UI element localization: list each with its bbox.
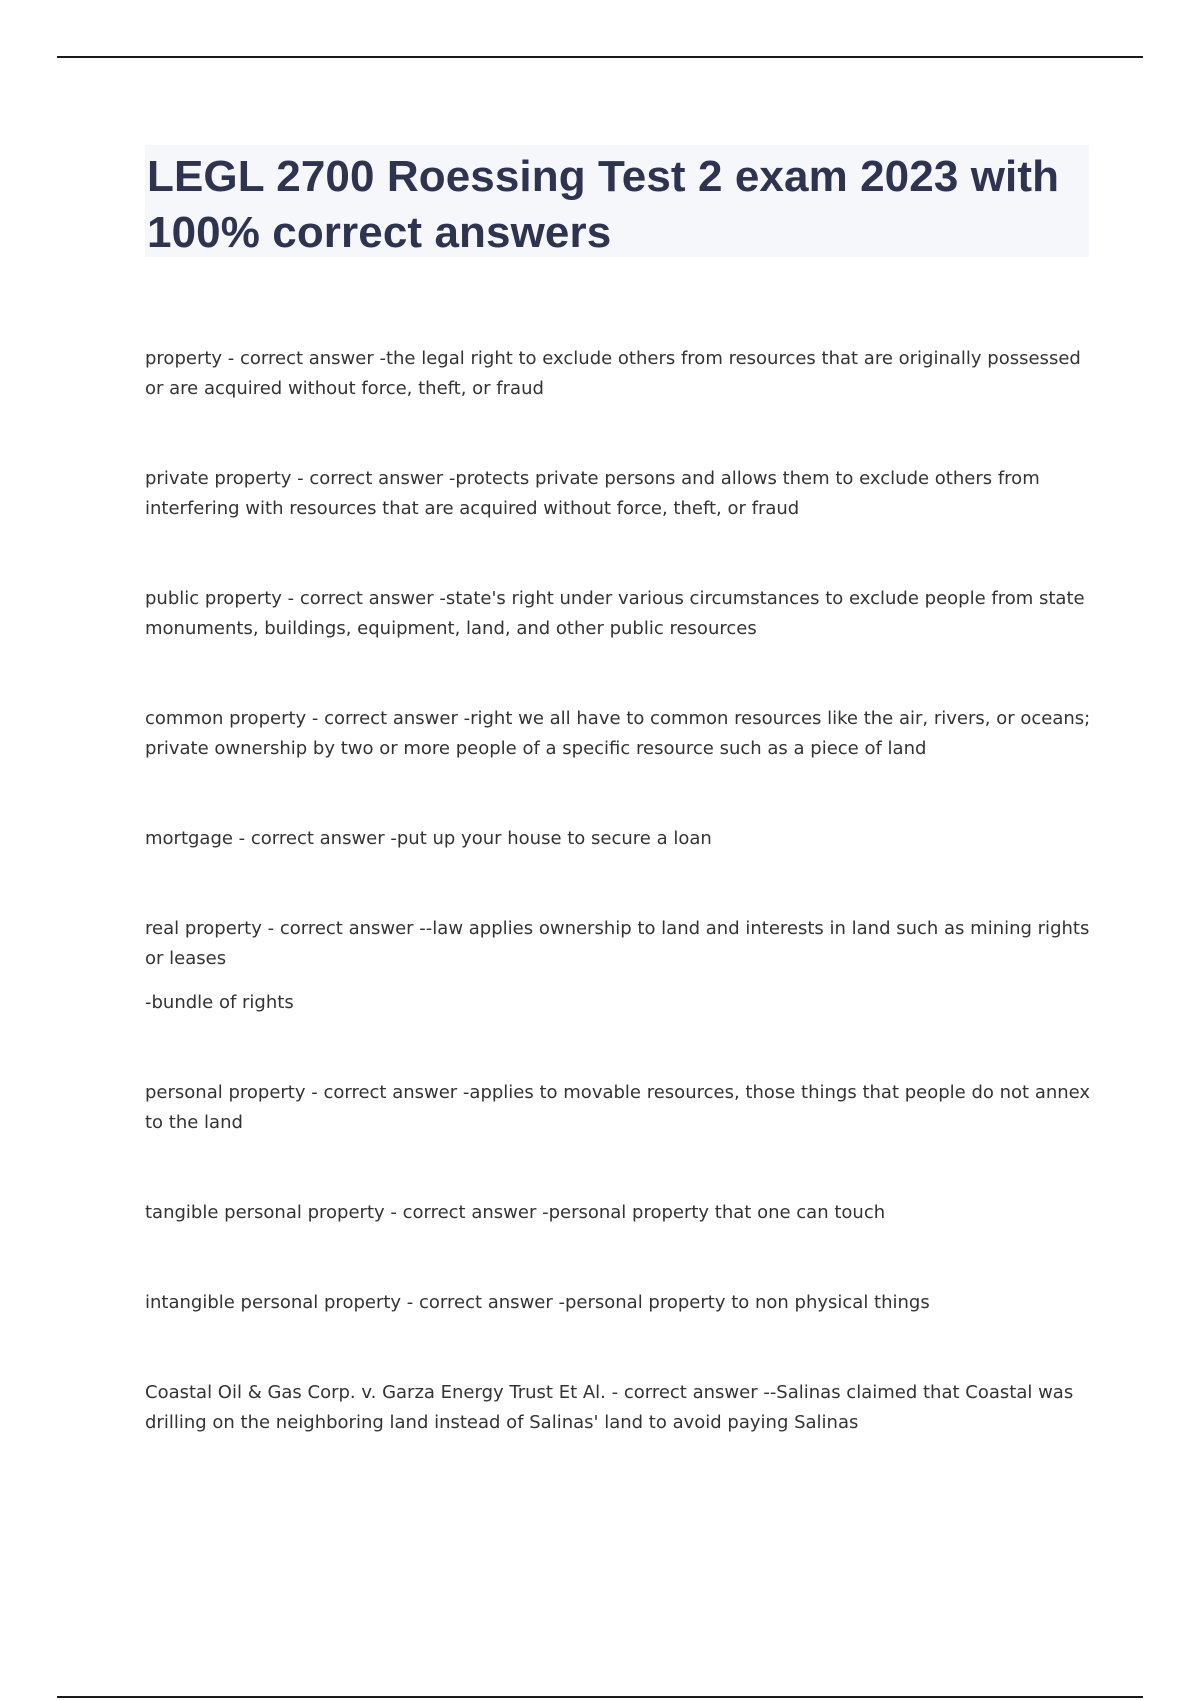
qa-entry-mortgage bbox=[145, 824, 1095, 854]
qa-entry-text: tangible personal property - correct answer -personal property that one can touch bbox=[145, 1202, 886, 1223]
qa-entry-tangible-personal-property bbox=[145, 1198, 1095, 1228]
title-block bbox=[145, 145, 1089, 257]
qa-entry-text: property - correct answer -the legal right to exclude others from resources that are originally possessed or are acquired without force, theft, or fraud bbox=[145, 348, 1081, 399]
qa-entry-coastal-oil-case bbox=[145, 1378, 1095, 1438]
qa-entry-text: real property - correct answer --law applies ownership to land and interests in land such as mining rights or leases bbox=[145, 918, 1090, 969]
document-title: LEGL 2700 Roessing Test 2 exam 2023 with 100% correct answers bbox=[147, 152, 1060, 257]
qa-list bbox=[145, 344, 1095, 1498]
qa-entry-property bbox=[145, 344, 1095, 404]
qa-entry-text: Coastal Oil & Gas Corp. v. Garza Energy Trust Et Al. - correct answer --Salinas claimed that Coastal was drilling on the neighboring land instead of Salinas' land to avoid paying Salinas bbox=[145, 1382, 1074, 1433]
qa-entry-intangible-personal-property bbox=[145, 1288, 1095, 1318]
top-rule bbox=[57, 56, 1143, 58]
qa-entry-extra-line: -bundle of rights bbox=[145, 992, 294, 1013]
bottom-rule bbox=[57, 1696, 1143, 1698]
qa-entry-text: personal property - correct answer -applies to movable resources, those things that people do not annex to the land bbox=[145, 1082, 1091, 1133]
qa-entry-personal-property bbox=[145, 1078, 1095, 1138]
qa-entry-private-property bbox=[145, 464, 1095, 524]
qa-entry-public-property bbox=[145, 584, 1095, 644]
qa-entry-text: common property - correct answer -right we all have to common resources like the air, rivers, or oceans; private ownership by two or more people of a specific resource such as a piece of land bbox=[145, 708, 1091, 759]
qa-entry-text: private property - correct answer -protects private persons and allows them to exclude others from interfering with resources that are acquired without force, theft, or fraud bbox=[145, 468, 1040, 519]
qa-entry-text: intangible personal property - correct answer -personal property to non physical things bbox=[145, 1292, 930, 1313]
qa-entry-real-property bbox=[145, 914, 1095, 1018]
qa-entry-text: public property - correct answer -state's right under various circumstances to exclude people from state monuments, buildings, equipment, land, and other public resources bbox=[145, 588, 1085, 639]
qa-entry-text: mortgage - correct answer -put up your house to secure a loan bbox=[145, 828, 712, 849]
qa-entry-common-property bbox=[145, 704, 1095, 764]
